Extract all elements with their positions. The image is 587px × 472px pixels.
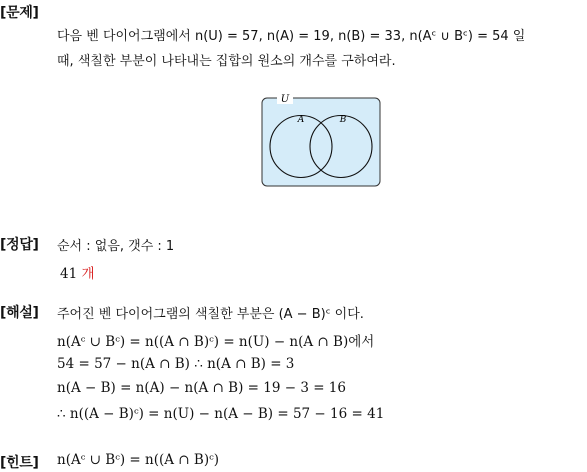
answer-value: 41 [60,266,78,282]
answer-value-row [60,262,95,282]
answer-order-count: 순서 : 없음, 갯수 : 1 [57,239,175,254]
problem-heading: [문제] [0,5,39,21]
answer-heading: [정답] [0,237,39,253]
hint-heading: [힌트] [0,455,39,471]
solution-line-1: 주어진 벤 다이어그램의 색칠한 부분은 (A − B)ᶜ 이다. [57,307,364,322]
solution-line-3: 54 = 57 − n(A ∩ B) ∴ n(A ∩ B) = 3 [57,356,295,372]
hint-text: n(Aᶜ ∪ Bᶜ) = n((A ∩ B)ᶜ) [57,452,220,468]
problem-text-line-1: 다음 벤 다이어그램에서 n(U) = 57, n(A) = 19, n(B) = 33, n(Aᶜ ∪ Bᶜ) = 54 일 [57,29,526,44]
problem-text-line-2: 때, 색칠한 부분이 나타내는 집합의 원소의 개수를 구하여라. [57,54,396,69]
set-a-label: A [297,115,305,125]
solution-line-5: ∴ n((A − B)ᶜ) = n(U) − n(A − B) = 57 − 16 = 41 [57,406,385,422]
answer-unit: 개 [81,266,95,282]
venn-diagram [261,92,383,188]
set-b-label: B [339,115,347,125]
solution-line-4: n(A − B) = n(A) − n(A ∩ B) = 19 − 3 = 16 [57,380,346,396]
universal-set-label: U [280,94,290,105]
solution-line-2: n(Aᶜ ∪ Bᶜ) = n((A ∩ B)ᶜ) = n(U) − n(A ∩ B)에서 [57,334,375,350]
universal-set-box [262,98,380,186]
solution-heading: [해설] [0,305,39,321]
